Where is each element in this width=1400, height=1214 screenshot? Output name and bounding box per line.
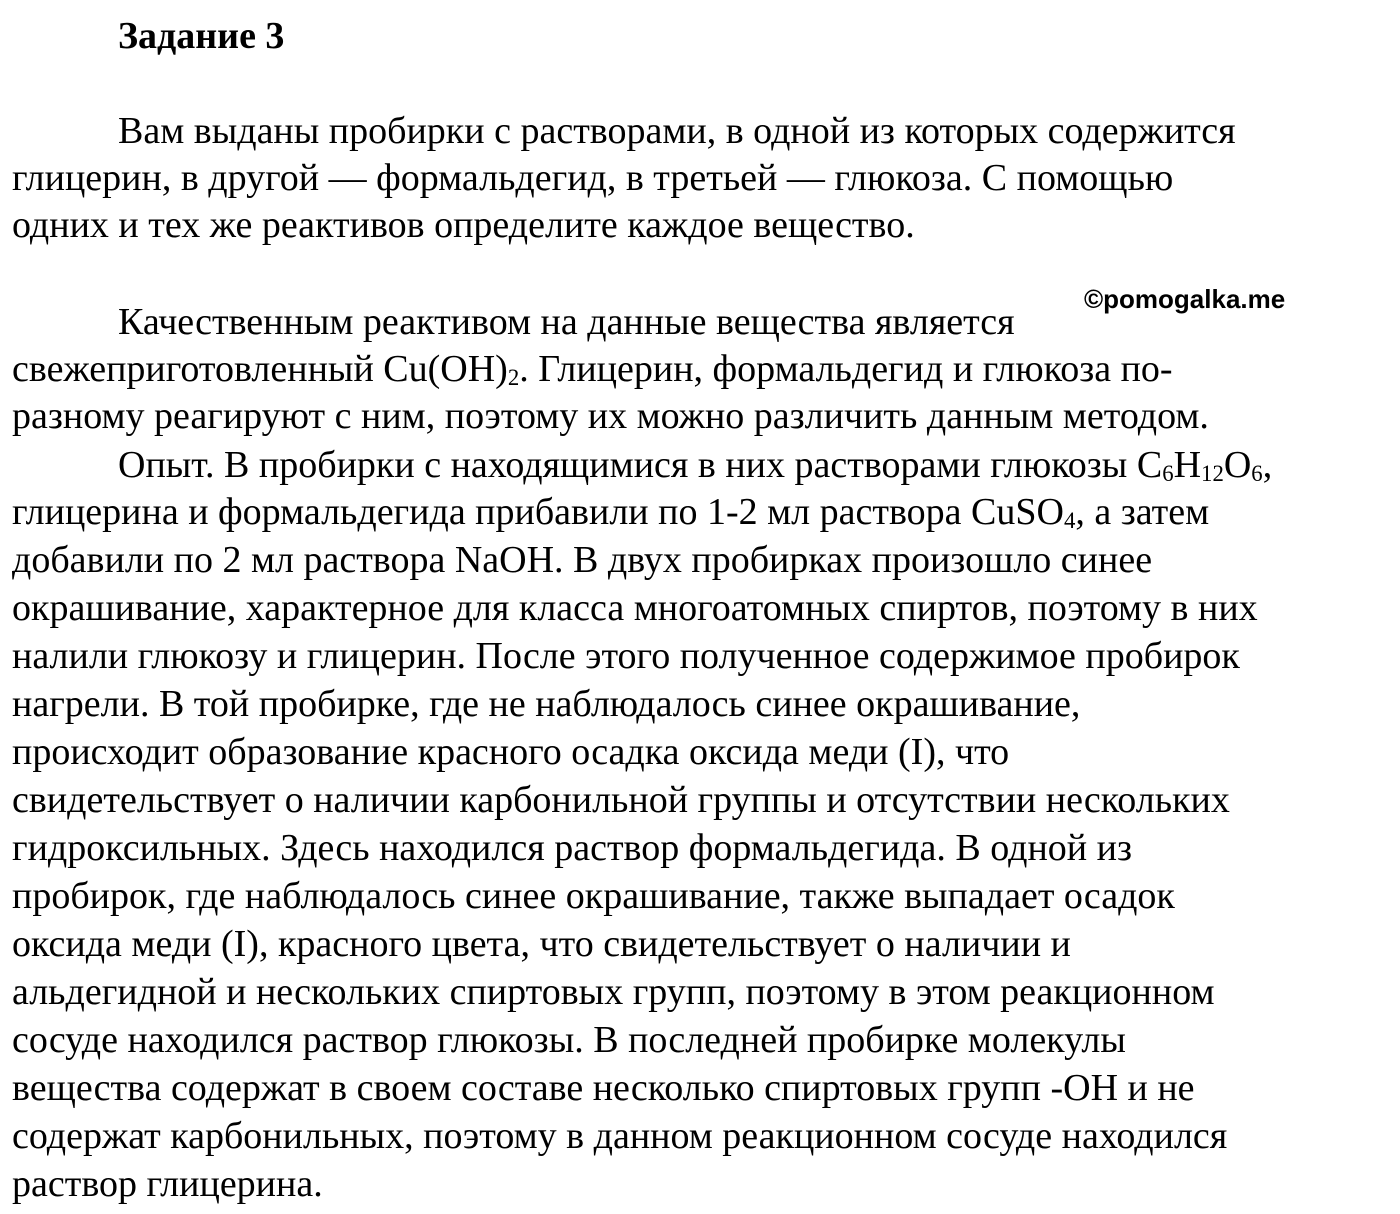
experiment-line: раствор глицерина. [12, 1163, 323, 1205]
experiment-line [118, 443, 1272, 487]
experiment-line: вещества содержат в своем составе несколько спиртовых групп -OH и не [12, 1067, 1195, 1109]
experiment-line: происходит образование красного осадка оксида меди (I), что [12, 731, 1010, 773]
text-fragment: свежеприготовленный Cu(OH) [12, 348, 508, 390]
question-line: одних и тех же реактивов определите каждое вещество. [12, 204, 915, 246]
answer-line [12, 347, 1173, 391]
subscript: 6 [1251, 461, 1263, 487]
text-fragment: H [1173, 444, 1202, 486]
text-fragment: O [1223, 444, 1252, 486]
text-fragment: , а затем [1075, 491, 1210, 533]
text-fragment: Опыт. В пробирки с находящимися в них растворами глюкозы C [118, 444, 1163, 486]
experiment-line: нагрели. В той пробирке, где не наблюдалось синее окрашивание, [12, 683, 1081, 725]
subscript: 6 [1162, 461, 1174, 487]
text-fragment: , [1262, 444, 1273, 486]
subscript: 4 [1063, 508, 1076, 534]
watermark: ©pomogalka.me [1084, 284, 1286, 314]
subscript: 2 [507, 365, 520, 391]
experiment-line: окрашивание, характерное для класса многоатомных спиртов, поэтому в них [12, 587, 1258, 629]
text-fragment: глицерина и формальдегида прибавили по 1-2 мл раствора CuSO [12, 491, 1064, 533]
experiment-line: оксида меди (I), красного цвета, что свидетельствует о наличии и [12, 923, 1071, 965]
experiment-line: гидроксильных. Здесь находился раствор формальдегида. В одной из [12, 827, 1132, 869]
experiment-line: альдегидной и нескольких спиртовых групп, поэтому в этом реакционном [12, 971, 1215, 1013]
question-line: Вам выданы пробирки с растворами, в одной из которых содержится [118, 110, 1236, 152]
question-line: глицерин, в другой — формальдегид, в третьей — глюкоза. С помощью [12, 157, 1174, 199]
answer-line: разному реагируют с ним, поэтому их можно различить данным методом. [12, 395, 1209, 437]
text-fragment: . Глицерин, формальдегид и глюкоза по- [519, 348, 1173, 390]
experiment-line [12, 490, 1209, 534]
experiment-line: содержат карбонильных, поэтому в данном реакционном сосуде находился [12, 1115, 1228, 1157]
experiment-line: сосуде находился раствор глюкозы. В последней пробирке молекулы [12, 1019, 1126, 1061]
experiment-line: пробирок, где наблюдалось синее окрашивание, также выпадает осадок [12, 875, 1175, 917]
experiment-line: добавили по 2 мл раствора NaOH. В двух пробирках произошло синее [12, 539, 1153, 581]
subscript: 12 [1201, 461, 1224, 487]
answer-line: Качественным реактивом на данные вещества является [118, 301, 1015, 343]
experiment-line: свидетельствует о наличии карбонильной группы и отсутствии нескольких [12, 779, 1230, 821]
experiment-line: налили глюкозу и глицерин. После этого полученное содержимое пробирок [12, 635, 1240, 677]
task-title: Задание 3 [118, 15, 285, 57]
